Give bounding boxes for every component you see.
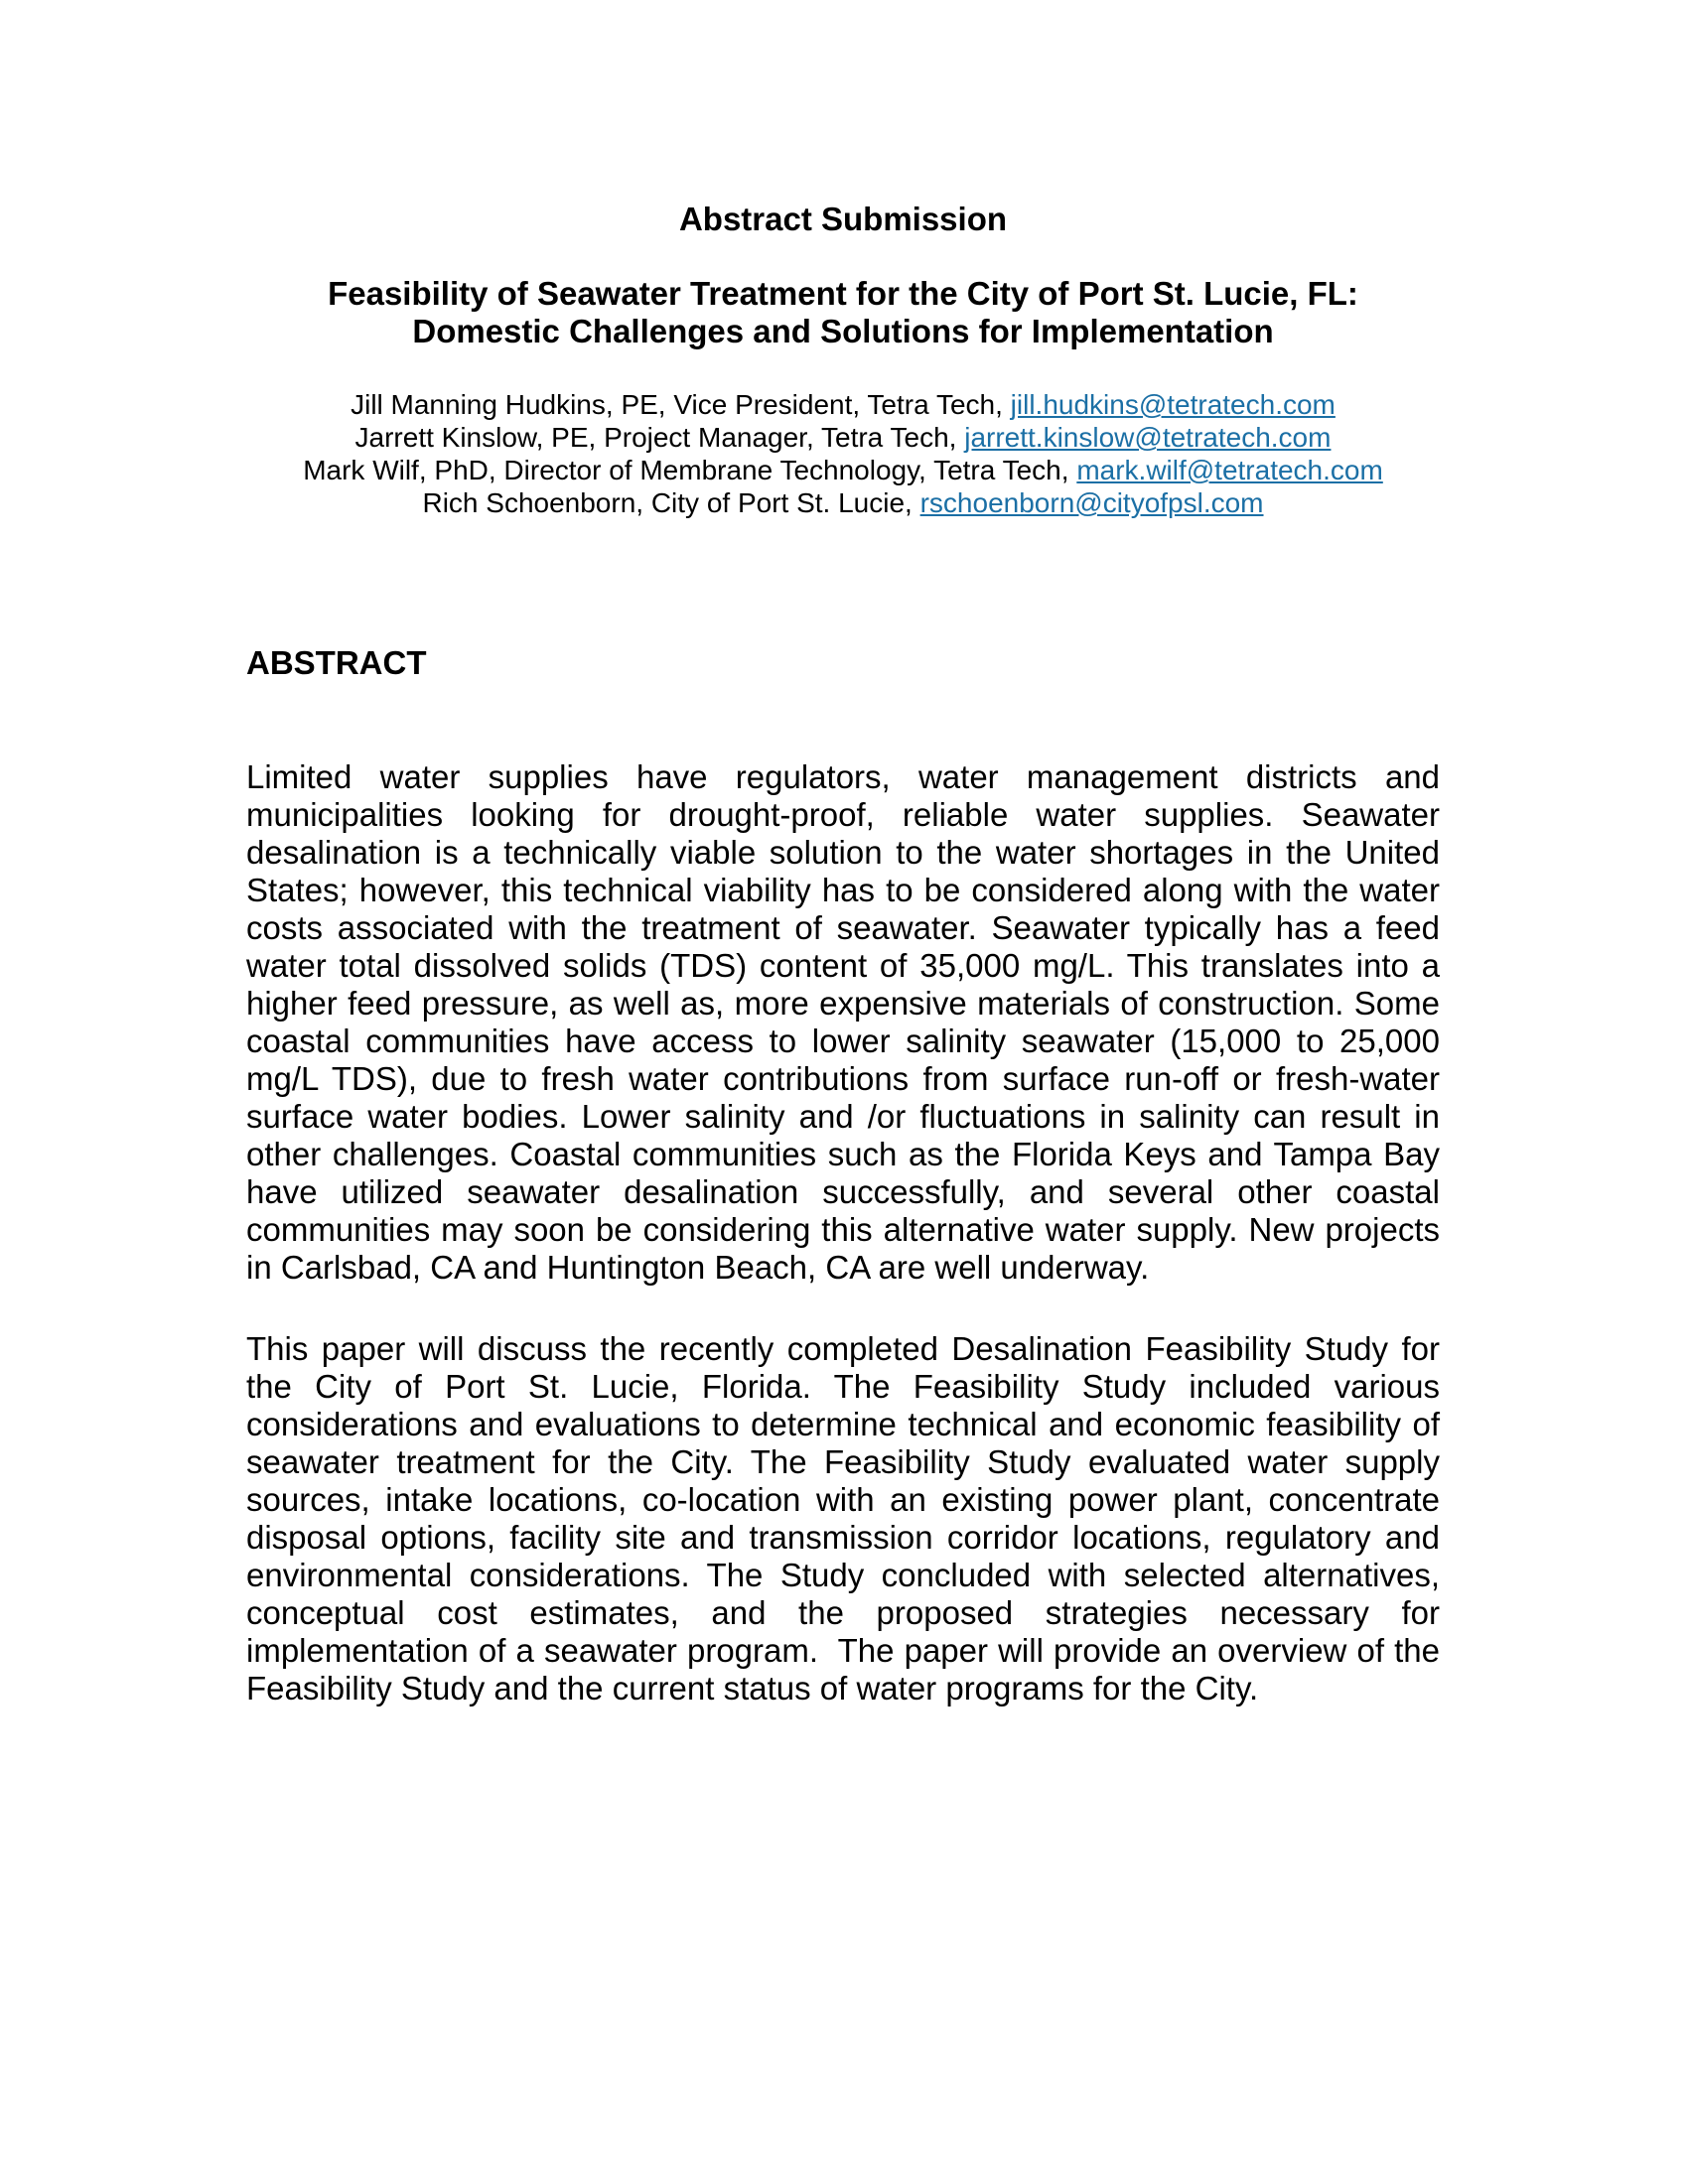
author-3-info: Mark Wilf, PhD, Director of Membrane Technology, Tetra Tech,: [303, 455, 1077, 485]
paper-title-line2: Domestic Challenges and Solutions for Implementation: [412, 313, 1274, 349]
document-heading: Abstract Submission: [678, 201, 1008, 237]
abstract-section-heading: ABSTRACT: [246, 644, 427, 681]
author-3-email-link[interactable]: mark.wilf@tetratech.com: [1076, 455, 1383, 485]
paper-title: [246, 275, 1440, 350]
author-4-email-link[interactable]: rschoenborn@cityofpsl.com: [919, 487, 1264, 518]
abstract-paragraph-2: This paper will discuss the recently completed Desalination Feasibility Study for the City of Port St. Lucie, Florida. The Feasibility Study included various considerations and evaluations to determine technical and economic feasibility of seawater treatment for the City. The Feasibility Study evaluated water supply sources, intake locations, co-location with an existing power plant, concentrate disposal options, facility site and transmission corridor locations, regulatory and environmental considerations. The Study concluded with selected alternatives, conceptual cost estimates, and the proposed strategies necessary for implementation of a seawater program. The paper will provide an overview of the Feasibility Study and the current status of water programs for the City.: [246, 1330, 1440, 1706]
abstract-paragraph-1: Limited water supplies have regulators, water management districts and municipalities looking for drought-proof, reliable water supplies. Seawater desalination is a technically viable solution to the water shortages in the United States; however, this technical viability has to be considered along with the water costs associated with the treatment of seawater. Seawater typically has a feed water total dissolved solids (TDS) content of 35,000 mg/L. This translates into a higher feed pressure, as well as, more expensive materials of construction. Some coastal communities have access to lower salinity seawater (15,000 to 25,000 mg/L TDS), due to fresh water contributions from surface run-off or fresh-water surface water bodies. Lower salinity and /or fluctuations in salinity can result in other challenges. Coastal communities such as the Florida Keys and Tampa Bay have utilized seawater desalination successfully, and several other coastal communities may soon be considering this alternative water supply. New projects in Carlsbad, CA and Huntington Beach, CA are well underway.: [246, 758, 1440, 1286]
author-1-info: Jill Manning Hudkins, PE, Vice President, Tetra Tech,: [351, 389, 1011, 420]
author-line-4: [246, 486, 1440, 519]
author-line-2: [246, 421, 1440, 454]
author-2-email-link[interactable]: jarrett.kinslow@tetratech.com: [964, 422, 1332, 453]
author-line-3: [246, 454, 1440, 486]
author-line-1: [246, 388, 1440, 421]
author-1-email-link[interactable]: jill.hudkins@tetratech.com: [1010, 389, 1336, 420]
author-4-info: Rich Schoenborn, City of Port St. Lucie,: [422, 487, 920, 518]
author-2-info: Jarrett Kinslow, PE, Project Manager, Tetra Tech,: [354, 422, 965, 453]
paper-title-line1: Feasibility of Seawater Treatment for the City of Port St. Lucie, FL:: [328, 275, 1358, 312]
author-list: [246, 388, 1440, 519]
